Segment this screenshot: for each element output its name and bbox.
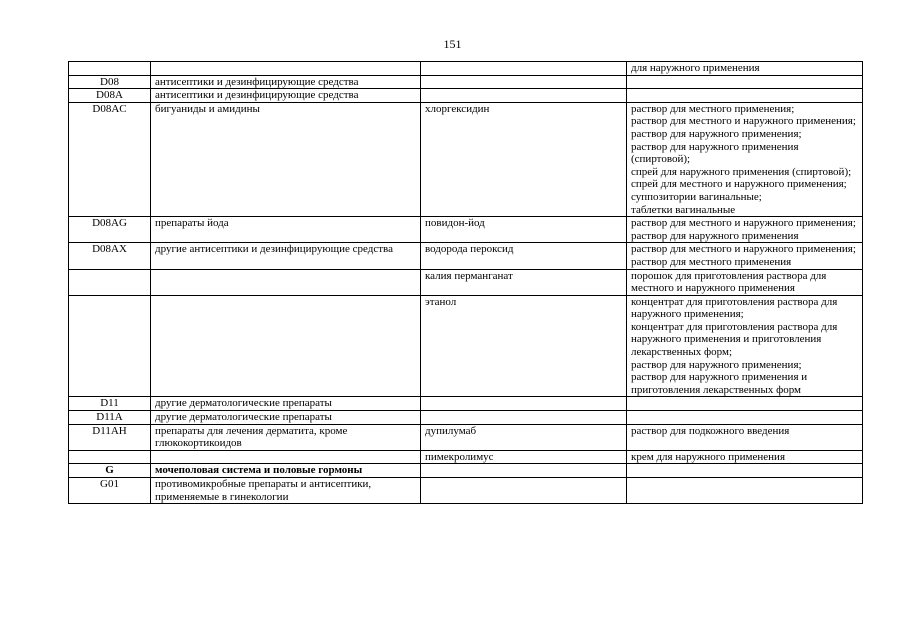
table-row xyxy=(69,411,863,425)
dosage-forms-cell: для наружного применения xyxy=(627,62,863,76)
drug-name-cell: дупилумаб xyxy=(421,424,627,450)
group-name-cell xyxy=(151,295,421,397)
table-row xyxy=(69,89,863,103)
dosage-forms-cell xyxy=(627,464,863,478)
drug-name-cell: водорода пероксид xyxy=(421,243,627,269)
dosage-forms-cell xyxy=(627,75,863,89)
dosage-forms-cell: крем для наружного применения xyxy=(627,450,863,464)
group-name-cell: бигуаниды и амидины xyxy=(151,102,421,216)
atc-code-cell: D08AX xyxy=(69,243,151,269)
group-name-cell: препараты для лечения дерматита, кроме глюкокортикоидов xyxy=(151,424,421,450)
drug-name-cell xyxy=(421,464,627,478)
atc-code-cell xyxy=(69,269,151,295)
dosage-forms-cell: раствор для подкожного введения xyxy=(627,424,863,450)
table-row xyxy=(69,450,863,464)
dosage-forms-cell xyxy=(627,478,863,504)
table-row xyxy=(69,62,863,76)
group-name-cell: мочеполовая система и половые гормоны xyxy=(151,464,421,478)
drug-name-cell xyxy=(421,478,627,504)
table-row xyxy=(69,269,863,295)
group-name-cell: антисептики и дезинфицирующие средства xyxy=(151,89,421,103)
page-number: 151 xyxy=(443,37,462,51)
table-row xyxy=(69,464,863,478)
group-name-cell: другие дерматологические препараты xyxy=(151,397,421,411)
dosage-forms-cell: концентрат для приготовления раствора для наружного применения; концентрат для приготовления раствора для наружного применения и приготовления лекарственных форм; раствор для наружного применения; раствор для наружного применения и приготовления лекарственных форм xyxy=(627,295,863,397)
dosage-forms-cell: раствор для местного применения; раствор для местного и наружного применения; раствор для наружного применения; раствор для наружного применения (спиртовой); спрей для наружного применения (спиртовой); спрей для местного и наружного применения; суппозитории вагинальные; таблетки вагинальные xyxy=(627,102,863,216)
drug-name-cell: калия перманганат xyxy=(421,269,627,295)
atc-code-cell: G01 xyxy=(69,478,151,504)
atc-code-cell: D11A xyxy=(69,411,151,425)
table-row xyxy=(69,424,863,450)
group-name-cell: антисептики и дезинфицирующие средства xyxy=(151,75,421,89)
atc-code-cell xyxy=(69,450,151,464)
atc-code-cell: G xyxy=(69,464,151,478)
group-name-cell xyxy=(151,450,421,464)
atc-code-cell xyxy=(69,295,151,397)
group-name-cell: другие антисептики и дезинфицирующие средства xyxy=(151,243,421,269)
table-row xyxy=(69,295,863,397)
drug-classification-table xyxy=(68,61,863,504)
atc-code-cell: D08AG xyxy=(69,217,151,243)
drug-name-cell xyxy=(421,411,627,425)
group-name-cell: другие дерматологические препараты xyxy=(151,411,421,425)
table-row xyxy=(69,217,863,243)
dosage-forms-cell xyxy=(627,89,863,103)
drug-name-cell xyxy=(421,62,627,76)
drug-name-cell: этанол xyxy=(421,295,627,397)
dosage-forms-cell xyxy=(627,411,863,425)
group-name-cell xyxy=(151,269,421,295)
atc-code-cell: D11 xyxy=(69,397,151,411)
atc-code-cell xyxy=(69,62,151,76)
group-name-cell: препараты йода xyxy=(151,217,421,243)
group-name-cell xyxy=(151,62,421,76)
drug-name-cell: повидон-йод xyxy=(421,217,627,243)
drug-name-cell xyxy=(421,89,627,103)
drug-name-cell xyxy=(421,75,627,89)
atc-code-cell: D08A xyxy=(69,89,151,103)
dosage-forms-cell xyxy=(627,397,863,411)
table-row xyxy=(69,478,863,504)
drug-name-cell: хлоргексидин xyxy=(421,102,627,216)
table-row xyxy=(69,75,863,89)
drug-name-cell xyxy=(421,397,627,411)
group-name-cell: противомикробные препараты и антисептики, применяемые в гинекологии xyxy=(151,478,421,504)
dosage-forms-cell: раствор для местного и наружного применения; раствор для местного применения xyxy=(627,243,863,269)
atc-code-cell: D08AC xyxy=(69,102,151,216)
table-row xyxy=(69,243,863,269)
table-body xyxy=(69,62,863,504)
dosage-forms-cell: порошок для приготовления раствора для местного и наружного применения xyxy=(627,269,863,295)
atc-code-cell: D11AH xyxy=(69,424,151,450)
table-row xyxy=(69,397,863,411)
drug-name-cell: пимекролимус xyxy=(421,450,627,464)
dosage-forms-cell: раствор для местного и наружного применения; раствор для наружного применения xyxy=(627,217,863,243)
table-row xyxy=(69,102,863,216)
atc-code-cell: D08 xyxy=(69,75,151,89)
